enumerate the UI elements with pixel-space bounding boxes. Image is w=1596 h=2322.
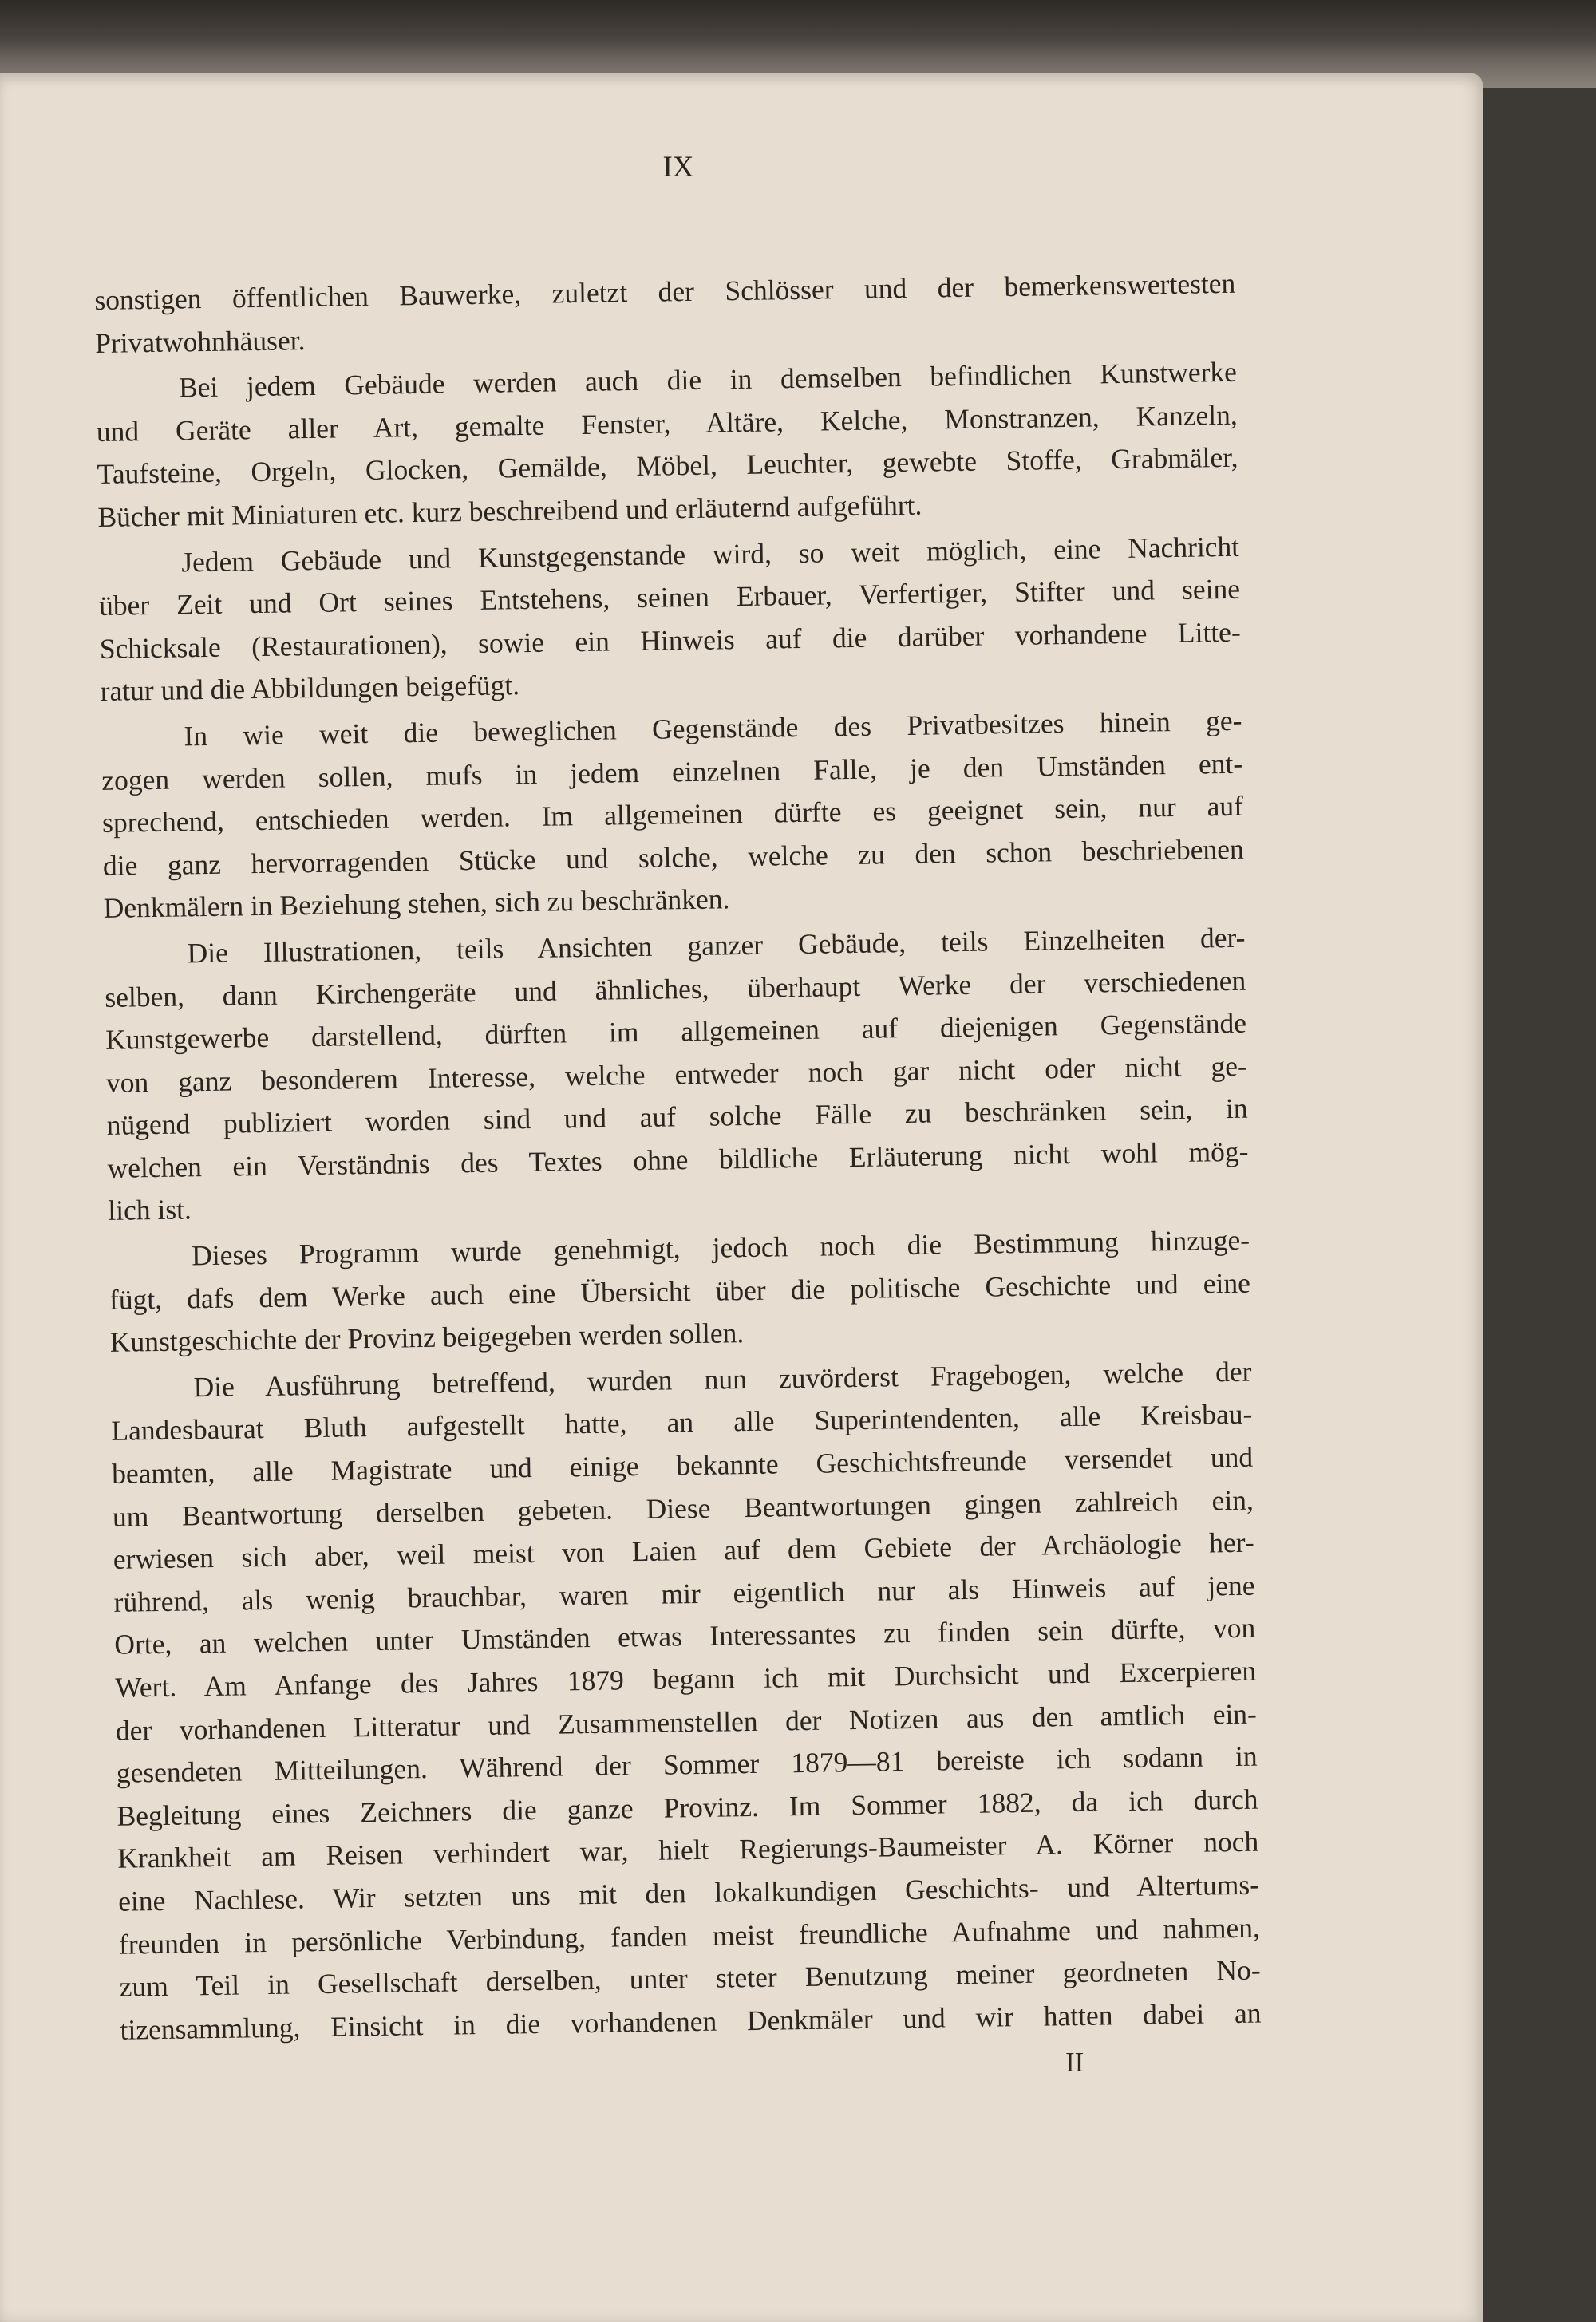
text-line: selben, dann Kirchengeräte und ähnliches, überhaupt Werke der verschiedenen bbox=[105, 964, 1246, 1013]
text-line: Taufsteine, Orgeln, Glocken, Gemälde, Möbel, Leuchter, gewebte Stoffe, Grabmäler, bbox=[97, 441, 1238, 491]
paragraph-2 bbox=[96, 351, 1239, 539]
text-line: die ganz hervorragenden Stücke und solche, welche zu den schon beschriebenen bbox=[102, 832, 1245, 882]
text-line: Die Ausführung betreffend, wurden nun zuvörderst Fragebogen, welche der bbox=[193, 1355, 1252, 1404]
text-line: Kunstgeschichte der Provinz beigegeben werden sollen. bbox=[109, 1317, 745, 1359]
text-line: Denkmälern in Beziehung stehen, sich zu beschränken. bbox=[103, 883, 730, 925]
text-line: Begleitung eines Zeichners die ganze Provinz. Im Sommer 1882, da ich durch bbox=[117, 1783, 1258, 1832]
text-line: Krankheit am Reisen verhindert war, hielt Regierungs-Baumeister A. Körner noch bbox=[117, 1825, 1259, 1875]
text-line: sprechend, entschieden werden. Im allgemeinen dürfte es geeignet sein, nur auf bbox=[101, 789, 1244, 839]
text-line: freunden in persönliche Verbindung, fanden meist freundliche Aufnahme und nahmen, bbox=[118, 1911, 1261, 1961]
signature-mark: II bbox=[1065, 2047, 1084, 2078]
text-line: Bei jedem Gebäude werden auch die in demselben befindlichen Kunstwerke bbox=[178, 355, 1238, 404]
paragraph-4 bbox=[101, 700, 1245, 930]
text-line: tizensammlung, Einsicht in die vorhandenen Denkmäler und wir hatten dabei an bbox=[120, 1996, 1262, 2046]
text-line: Landesbaurat Bluth aufgestellt hatte, an alle Superintendenten, alle Kreisbau- bbox=[111, 1398, 1253, 1447]
paragraph-1 bbox=[94, 263, 1236, 365]
text-line: zum Teil in Gesellschaft derselben, unter steter Benutzung meiner geordneten No- bbox=[119, 1953, 1261, 2003]
paragraph-5 bbox=[104, 917, 1249, 1233]
text-line: Schicksale (Restaurationen), sowie ein Hinweis auf die darüber vorhandene Litte- bbox=[99, 615, 1242, 665]
text-line: zogen werden sollen, mufs in jedem einzelnen Falle, je den Umständen ent- bbox=[101, 747, 1243, 796]
text-line: ratur und die Abbildungen beigefügt. bbox=[100, 669, 520, 708]
text-line: Jedem Gebäude und Kunstgegenstande wird, so weit möglich, eine Nachricht bbox=[180, 530, 1240, 578]
paragraph-6 bbox=[109, 1219, 1251, 1364]
body-text bbox=[94, 263, 1262, 2046]
text-line: fügt, dafs dem Werke auch eine Übersicht über die politische Geschichte und eine bbox=[109, 1266, 1251, 1316]
paragraph-7 bbox=[110, 1350, 1262, 2051]
paragraph-3 bbox=[98, 525, 1242, 713]
text-line: sonstigen öffentlichen Bauwerke, zuletzt der Schlösser und der bemerkenswertesten bbox=[94, 267, 1236, 316]
text-line: Kunstgewerbe darstellend, dürften im allgemeinen auf diejenigen Gegenstände bbox=[105, 1006, 1247, 1056]
text-line: Privatwohnhäuser. bbox=[94, 323, 306, 359]
text-line: Die Illustrationen, teils Ansichten ganzer Gebäude, teils Einzelheiten der- bbox=[187, 921, 1246, 969]
text-line: über Zeit und Ort seines Entstehens, seinen Erbauer, Verfertiger, Stifter und seine bbox=[98, 572, 1241, 622]
text-line: gesendeten Mitteilungen. Während der Sommer 1879—81 bereiste ich sodann in bbox=[116, 1740, 1258, 1789]
text-line: rührend, als wenig brauchbar, waren mir eigentlich nur als Hinweis auf jene bbox=[113, 1569, 1255, 1618]
text-line: Orte, an welchen unter Umständen etwas Interessantes zu finden sein dürfte, von bbox=[114, 1612, 1256, 1661]
text-line: Bücher mit Miniaturen etc. kurz beschreibend und erläuternd aufgeführt. bbox=[97, 488, 922, 533]
text-line: um Beantwortung derselben gebeten. Diese Beantwortungen gingen zahlreich ein, bbox=[112, 1483, 1254, 1533]
text-line: von ganz besonderem Interesse, welche entweder noch gar nicht oder nicht ge- bbox=[105, 1049, 1248, 1099]
text-line: Wert. Am Anfange des Jahres 1879 begann ich mit Durchsicht und Excerpieren bbox=[114, 1654, 1257, 1704]
text-line: welchen ein Verständnis des Textes ohne bildliche Erläuterung nicht wohl mög- bbox=[107, 1135, 1249, 1184]
text-line: nügend publiziert worden sind und auf solche Fälle zu beschränken sein, in bbox=[106, 1092, 1248, 1142]
text-line: erwiesen sich aber, weil meist von Laien auf dem Gebiete der Archäologie her- bbox=[113, 1526, 1254, 1576]
page-number: IX bbox=[662, 151, 694, 184]
text-line: lich ist. bbox=[108, 1193, 192, 1227]
text-line: Dieses Programm wurde genehmigt, jedoch noch die Bestimmung hinzuge- bbox=[191, 1223, 1250, 1272]
text-line: eine Nachlese. Wir setzten uns mit den lokalkundigen Geschichts- und Altertums- bbox=[117, 1868, 1260, 1917]
text-line: beamten, alle Magistrate und einige bekannte Geschichtsfreunde versendet und bbox=[111, 1440, 1254, 1490]
text-line: In wie weit die beweglichen Gegenstände des Privatbesitzes hinein ge- bbox=[184, 704, 1242, 752]
text-line: der vorhandenen Litteratur und Zusammenstellen der Notizen aus den amtlich ein- bbox=[115, 1697, 1258, 1747]
text-line: und Geräte aller Art, gemalte Fenster, Altäre, Kelche, Monstranzen, Kanzeln, bbox=[96, 398, 1238, 448]
